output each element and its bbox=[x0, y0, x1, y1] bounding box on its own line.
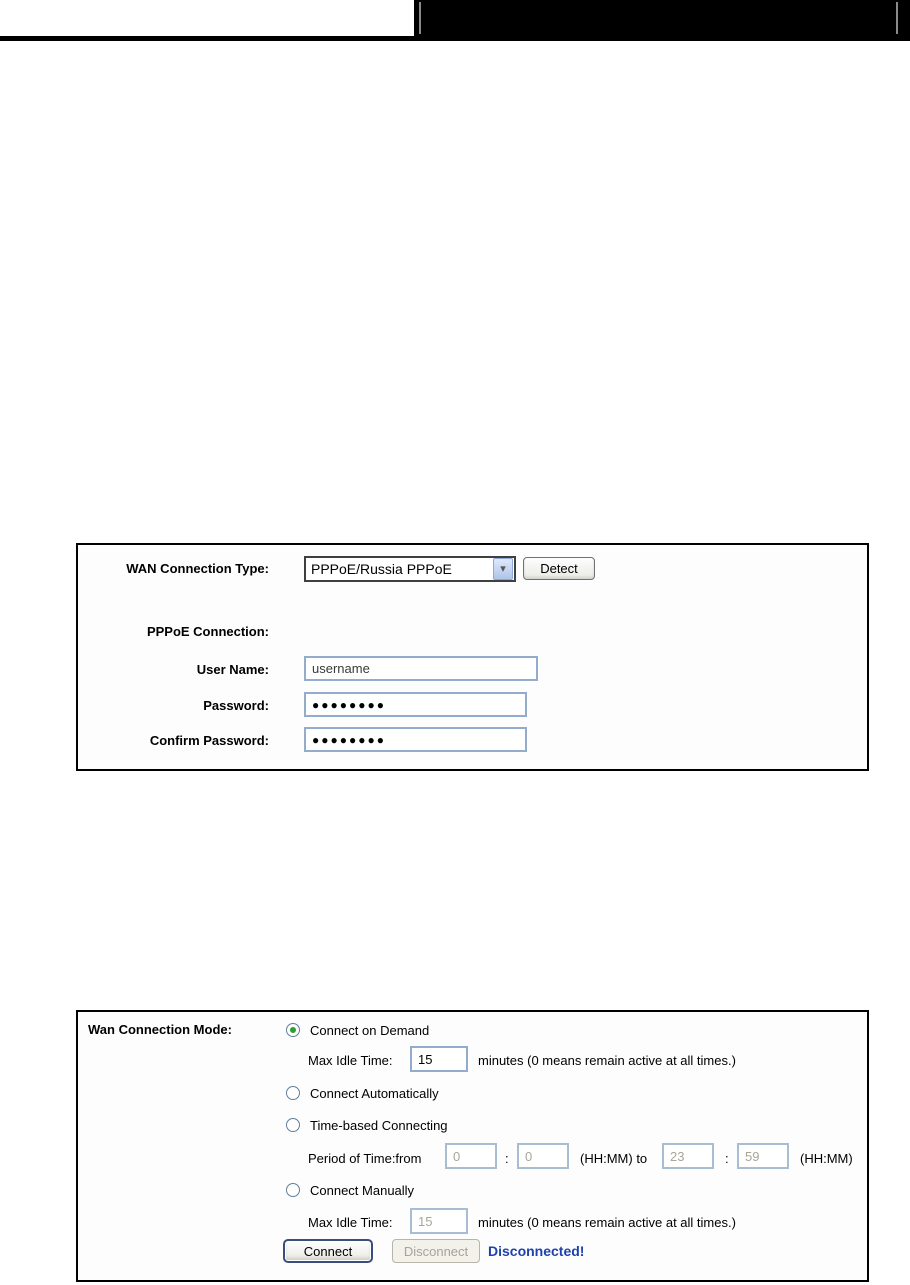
header-black-banner bbox=[414, 0, 910, 36]
pppoe-settings-panel bbox=[76, 543, 869, 771]
period-from-hour-input[interactable] bbox=[445, 1143, 497, 1169]
period-end-text: (HH:MM) bbox=[800, 1151, 853, 1166]
max-idle-time-2-suffix: minutes (0 means remain active at all times.) bbox=[478, 1215, 736, 1230]
max-idle-time-2-input[interactable] bbox=[410, 1208, 468, 1234]
password-input[interactable] bbox=[304, 692, 527, 717]
password-label: Password: bbox=[203, 698, 269, 713]
wan-connection-type-select[interactable] bbox=[304, 556, 516, 582]
header-divider-line-left bbox=[419, 2, 421, 34]
radio-connect-on-demand[interactable] bbox=[286, 1023, 300, 1037]
radio-time-based-connecting[interactable] bbox=[286, 1118, 300, 1132]
wan-connection-mode-panel bbox=[76, 1010, 869, 1282]
connection-status-text: Disconnected! bbox=[488, 1243, 585, 1259]
max-idle-time-suffix: minutes (0 means remain active at all times.) bbox=[478, 1053, 736, 1068]
radio-connect-automatically[interactable] bbox=[286, 1086, 300, 1100]
header-horizontal-rule bbox=[0, 36, 910, 41]
connect-on-demand-label: Connect on Demand bbox=[310, 1023, 430, 1038]
max-idle-time-input[interactable] bbox=[410, 1046, 468, 1072]
user-name-input[interactable] bbox=[304, 656, 538, 681]
chevron-down-icon[interactable]: ▾ bbox=[493, 558, 513, 580]
wan-connection-mode-label: Wan Connection Mode: bbox=[88, 1022, 232, 1037]
wan-connection-type-label: WAN Connection Type: bbox=[126, 561, 269, 576]
connect-manually-label: Connect Manually bbox=[310, 1183, 415, 1198]
period-colon-2: : bbox=[725, 1151, 729, 1166]
max-idle-time-2-label: Max Idle Time: bbox=[308, 1215, 393, 1230]
period-of-time-label: Period of Time:from bbox=[308, 1151, 422, 1166]
confirm-password-label: Confirm Password: bbox=[149, 733, 269, 748]
period-mid-text: (HH:MM) to bbox=[580, 1151, 648, 1166]
user-name-label: User Name: bbox=[196, 662, 269, 677]
radio-selected-dot bbox=[290, 1027, 296, 1033]
disconnect-button[interactable]: Disconnect bbox=[392, 1239, 480, 1263]
header-divider-line-right bbox=[896, 2, 898, 34]
radio-connect-manually[interactable] bbox=[286, 1183, 300, 1197]
connect-button[interactable]: Connect bbox=[283, 1239, 373, 1263]
pppoe-connection-label: PPPoE Connection: bbox=[146, 624, 269, 639]
period-to-hour-input[interactable] bbox=[662, 1143, 714, 1169]
period-to-min-input[interactable] bbox=[737, 1143, 789, 1169]
wan-connection-type-selected-value: PPPoE/Russia PPPoE bbox=[311, 561, 452, 577]
period-colon-1: : bbox=[505, 1151, 509, 1166]
connect-automatically-label: Connect Automatically bbox=[310, 1086, 439, 1101]
time-based-connecting-label: Time-based Connecting bbox=[310, 1118, 448, 1133]
confirm-password-input[interactable] bbox=[304, 727, 527, 752]
detect-button[interactable]: Detect bbox=[523, 557, 595, 580]
period-from-min-input[interactable] bbox=[517, 1143, 569, 1169]
max-idle-time-label: Max Idle Time: bbox=[308, 1053, 393, 1068]
